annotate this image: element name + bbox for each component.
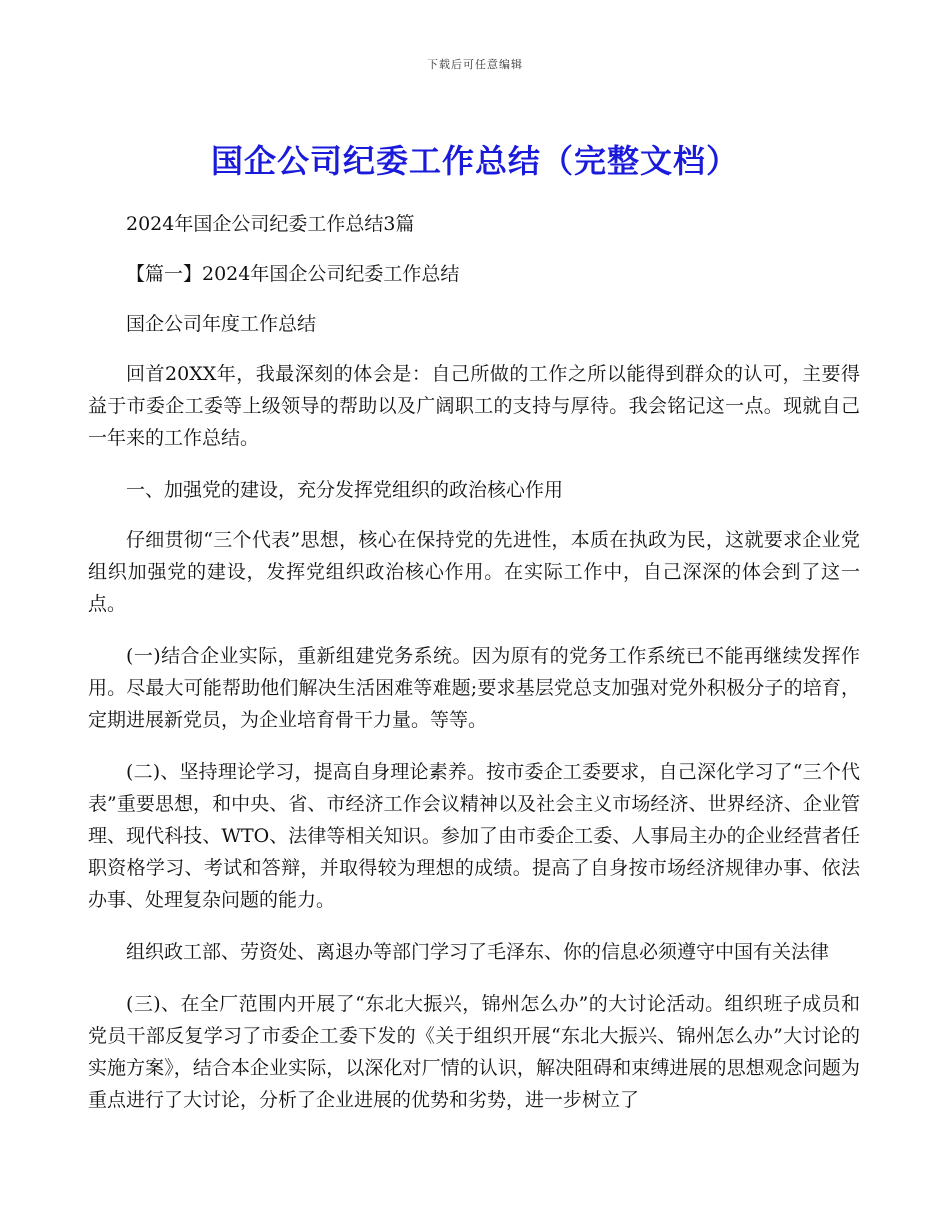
paragraph: 国企公司年度工作总结 [126, 313, 317, 335]
paragraph: 【篇一】2024年国企公司纪委工作总结 [126, 263, 460, 285]
paragraph: 2024年国企公司纪委工作总结3篇 [126, 213, 415, 235]
section-heading: 一、加强党的建设，充分发挥党组织的政治核心作用 [126, 479, 564, 501]
paragraph: (一)结合企业实际，重新组建党务系统。因为原有的党务工作系统已不能再继续发挥作用。尽最大可能帮助他们解决生活困难等难题;要求基层党总支加强对党外积极分子的培育，定期进展新党员，为企业培育骨干力量。等等。 [88, 645, 860, 731]
paragraph: (二)、坚持理论学习，提高自身理论素养。按市委企工委要求，自己深化学习了“三个代表”重要思想，和中央、省、市经济工作会议精神以及社会主义市场经济、世界经济、企业管理、现代科技、WTO、法律等相关知识。参加了由市委企工委、人事局主办的企业经营者任职资格学习、考试和答辩，并取得较为理想的成绩。提高了自身按市场经济规律办事、依法办事、处理复杂问题的能力。 [88, 761, 860, 911]
paragraph: 回首20XX年，我最深刻的体会是：自己所做的工作之所以能得到群众的认可，主要得益于市委企工委等上级领导的帮助以及广阔职工的支持与厚待。我会铭记这一点。现就自己一年来的工作总结。 [88, 363, 860, 449]
document-title: 国企公司纪委工作总结（完整文档） [210, 142, 739, 180]
document-body [88, 208, 860, 1136]
paragraph: 组织政工部、劳资处、离退办等部门学习了毛泽东、你的信息必须遵守中国有关法律 [126, 941, 830, 963]
paragraph: (三)、在全厂范围内开展了“东北大振兴，锦州怎么办”的大讨论活动。组织班子成员和党员干部反复学习了市委企工委下发的《关于组织开展“东北大振兴、锦州怎么办”大讨论的实施方案》，结合本企业实际，以深化对厂情的认识，解决阻碍和束缚进展的思想观念问题为重点进行了大讨论，分析了企业进展的优势和劣势，进一步树立了 [88, 993, 860, 1111]
paragraph: 仔细贯彻“三个代表”思想，核心在保持党的先进性，本质在执政为民，这就要求企业党组织加强党的建设，发挥党组织政治核心作用。在实际工作中，自己深深的体会到了这一点。 [88, 529, 860, 615]
header-note: 下载后可任意编辑 [427, 58, 523, 71]
